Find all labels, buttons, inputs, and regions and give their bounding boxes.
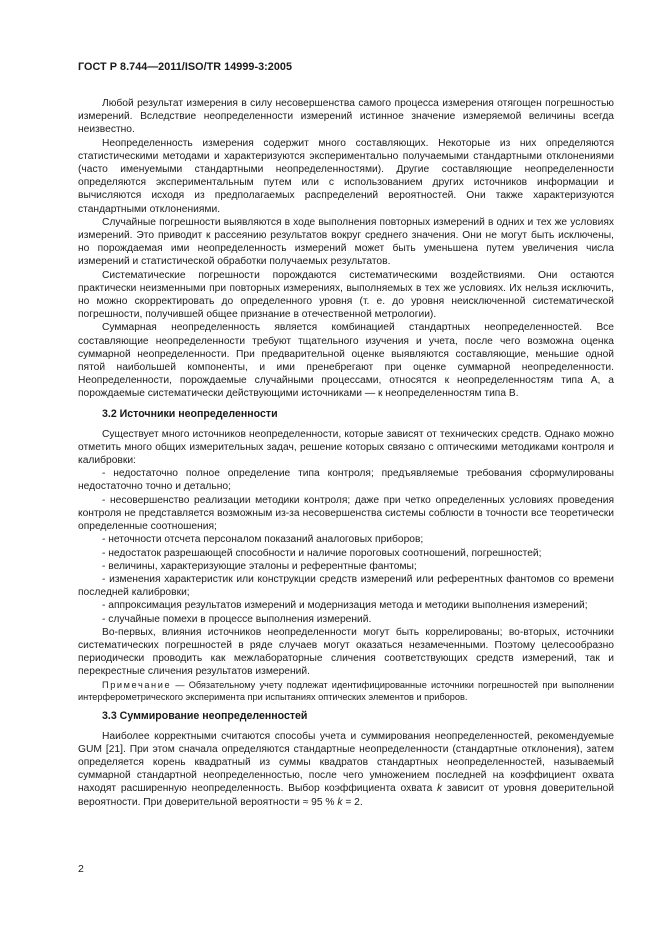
section-3-3-paragraph <box>78 730 614 809</box>
source-list-item-6: - изменения характеристик или конструкции средств измерений или референтных фантомов со времени последней калибровки; <box>78 573 614 599</box>
source-list-item-3: - неточности отсчета персоналом показаний аналоговых приборов; <box>102 534 424 546</box>
source-list-item-1: - недостаточно полное определение типа контроля; предъявляемые требования сформулированы недостаточно точно и детально; <box>78 468 614 493</box>
document-header: ГОСТ Р 8.744—2011/ISO/TR 14999-3:2005 <box>78 61 293 73</box>
source-list-item-2: - несовершенство реализации методики контроля; даже при четко определенных условиях проведения контроля не представляется возможным из-за несовершенства системы соблюсти в точности все теоретически определенные соотношения; <box>78 494 614 533</box>
section-3-2-lead: Существует много источников неопределенности, которые зависят от технических средств. Однако можно отметить много общих измерительных задач, решение которых связано с оптическими методиками контроля и калибровки: <box>78 428 614 467</box>
note-text: — Обязательному учету подлежат идентифицированные источники погрешностей при выполнении интерферометрического эксперимента при испытаниях оптических элементов и приборов. <box>78 679 614 702</box>
intro-paragraph-4: Систематические погрешности порождаются систематическими воздействиями. Они остаются практически неизменными при повторных измерениях, выполняемых в тех же условиях. Их нельзя исключить, но можно скорректировать до определенного уровня (т. е. до уровня неисключенной систематической погрешности, получившей общее признание в отечественной метрологии). <box>78 269 614 321</box>
section-3-3-text-c: = 2. <box>342 796 363 808</box>
intro-paragraph-2: Неопределенность измерения содержит много составляющих. Некоторые из них определяются статистическими методами и характеризуются экспериментально получаемыми стандартными отклонениями (часто именуемыми стандартными неопределенностями). Другие составляющие неопределенности определяются экспериментальным путем или с использованием других источников информации и вычисляются исходя из предполагаемых распределений вероятностей. Они также характеризуются стандартными отклонениями. <box>78 137 614 215</box>
coverage-factor-symbol: k <box>437 783 443 795</box>
source-list-item-4: - недостаток разрешающей способности и наличие пороговых соотношений, погрешностей; <box>102 547 542 559</box>
source-list-item-5: - величины, характеризующие эталоны и референтные фантомы; <box>102 560 417 572</box>
source-list-item-8: - случайные помехи в процессе выполнения измерений. <box>102 613 372 625</box>
note-label: Примечание <box>102 679 172 690</box>
coverage-factor-symbol-2: k <box>337 796 343 808</box>
intro-paragraph-1: Любой результат измерения в силу несовершенства самого процесса измерения отягощен погрешностью измерений. Вследствие неопределенности измерений истинное значение измеряемой величины всегда неизвестно. <box>78 98 614 136</box>
section-3-2-note <box>78 679 614 703</box>
section-3-2-closing: Во-первых, влияния источников неопределенности могут быть коррелированы; во-вторых, источники систематических погрешностей в ряде случаев могут оказаться незамеченными. Поэтому целесообразно периодически проводить как межлабораторные сличения соответствующих средств измерений, так и перекрестные сличения результатов измерений. <box>78 626 614 678</box>
section-3-3-text-a: Наиболее корректными считаются способы учета и суммирования неопределенностей, рекомендуемые GUM [21]. При этом сначала определяются стандартные неопределенности (стандартные отклонения), затем определяется корень квадратный из суммы квадратов стандартных неопределенностей, называемый суммарной стандартной неопределенностью, после чего умножением последней на коэффициент охвата находят расширенную неопределенность. Выбор коэффициента охвата <box>78 730 614 795</box>
section-3-2-heading: 3.2 Источники неопределенности <box>102 407 278 420</box>
source-list-item-7: - аппроксимация результатов измерений и модернизация метода и методики выполнения измерений; <box>102 600 588 612</box>
section-3-3-heading: 3.3 Суммирование неопределенностей <box>102 709 308 722</box>
section-3-3-text-b: зависит от уровня доверительной вероятности. При доверительной вероятности ≈ 95 % <box>78 783 615 808</box>
intro-paragraph-3: Случайные погрешности выявляются в ходе выполнения повторных измерений в одних и тех же условиях измерений. Это приводит к рассеянию результатов вокруг среднего значения. Они не могут быть исключены, но порождаемая ими неопределенность измерений может быть уменьшена путем увеличения числа измерений и статистической обработки получаемых результатов. <box>78 216 614 268</box>
intro-paragraph-5: Суммарная неопределенность является комбинацией стандартных неопределенностей. Все составляющие неопределенности требуют тщательного изучения и учета, после чего возможна оценка суммарной неопределенности. При предварительной оценке выявляются составляющие, меньшие одной пятой наибольшей компоненты, и ими пренебрегают при оценке суммарной неопределенности. Неопределенности, порождаемые случайными процессами, относятся к неопределенностям типа А, а порождаемые систематически действующими источниками — к неопределенностям типа В. <box>78 322 614 400</box>
page-number: 2 <box>78 863 84 875</box>
document-body <box>78 97 614 809</box>
